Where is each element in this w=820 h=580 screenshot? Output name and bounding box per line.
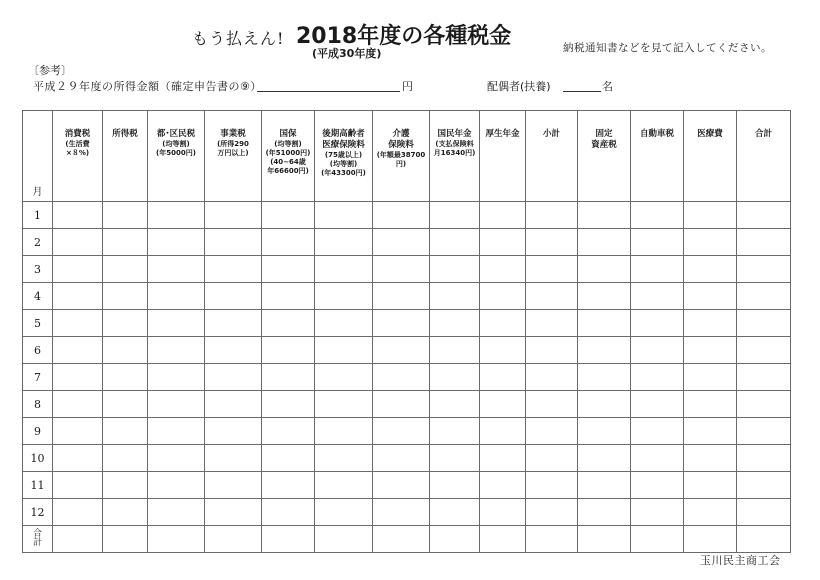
entry-cell[interactable] <box>631 526 684 553</box>
entry-cell[interactable] <box>737 337 791 364</box>
entry-cell[interactable] <box>205 337 262 364</box>
entry-cell[interactable] <box>205 472 262 499</box>
entry-cell[interactable] <box>684 364 737 391</box>
entry-cell[interactable] <box>578 310 631 337</box>
total-row <box>23 526 791 553</box>
entry-cell[interactable] <box>480 202 526 229</box>
entry-cell[interactable] <box>526 202 578 229</box>
entry-cell[interactable] <box>262 310 315 337</box>
entry-cell[interactable] <box>53 202 103 229</box>
month-label: 5 <box>23 310 53 337</box>
entry-cell[interactable] <box>262 391 315 418</box>
entry-cell[interactable] <box>430 283 480 310</box>
entry-cell[interactable] <box>578 418 631 445</box>
column-header <box>526 111 578 202</box>
entry-cell[interactable] <box>631 337 684 364</box>
column-header <box>103 111 148 202</box>
entry-cell[interactable] <box>684 310 737 337</box>
entry-cell[interactable] <box>103 391 148 418</box>
entry-cell[interactable] <box>631 499 684 526</box>
entry-cell[interactable] <box>737 229 791 256</box>
entry-cell[interactable] <box>631 364 684 391</box>
entry-cell[interactable] <box>262 499 315 526</box>
entry-cell[interactable] <box>631 229 684 256</box>
entry-cell[interactable] <box>684 391 737 418</box>
entry-cell[interactable] <box>631 310 684 337</box>
entry-cell[interactable] <box>103 202 148 229</box>
page-title: 2018年度の各種税金 <box>296 24 512 49</box>
entry-cell[interactable] <box>103 472 148 499</box>
entry-cell[interactable] <box>684 202 737 229</box>
entry-cell[interactable] <box>684 283 737 310</box>
entry-cell[interactable] <box>480 472 526 499</box>
entry-cell[interactable] <box>262 283 315 310</box>
entry-cell[interactable] <box>430 364 480 391</box>
entry-cell[interactable] <box>103 283 148 310</box>
column-header <box>578 111 631 202</box>
column-header <box>53 111 103 202</box>
column-header <box>205 111 262 202</box>
entry-cell[interactable] <box>684 499 737 526</box>
handwritten-note: もう払えん! <box>192 29 285 48</box>
spouse-label: 配偶者(扶養) <box>487 80 551 93</box>
entry-cell[interactable] <box>373 391 430 418</box>
entry-cell[interactable] <box>53 364 103 391</box>
entry-cell[interactable] <box>631 256 684 283</box>
entry-cell[interactable] <box>526 391 578 418</box>
entry-cell[interactable] <box>315 472 373 499</box>
entry-cell[interactable] <box>103 445 148 472</box>
column-header-note: (所得290 万円以上) <box>217 140 249 158</box>
entry-cell[interactable] <box>148 472 205 499</box>
month-label: 7 <box>23 364 53 391</box>
entry-cell[interactable] <box>526 364 578 391</box>
entry-cell[interactable] <box>430 472 480 499</box>
entry-cell[interactable] <box>315 229 373 256</box>
table-row <box>23 256 791 283</box>
column-header-label: 都･区民税 <box>156 129 196 139</box>
entry-cell[interactable] <box>526 256 578 283</box>
column-header-label: 合計 <box>754 129 772 139</box>
entry-cell[interactable] <box>148 526 205 553</box>
entry-cell[interactable] <box>737 364 791 391</box>
entry-cell[interactable] <box>480 283 526 310</box>
entry-cell[interactable] <box>373 310 430 337</box>
entry-cell[interactable] <box>103 256 148 283</box>
column-header-note: (年額最38700円) <box>376 151 426 169</box>
column-header <box>631 111 684 202</box>
entry-cell[interactable] <box>315 499 373 526</box>
entry-cell[interactable] <box>262 526 315 553</box>
entry-cell[interactable] <box>148 364 205 391</box>
column-header <box>480 111 526 202</box>
entry-cell[interactable] <box>430 337 480 364</box>
entry-cell[interactable] <box>205 391 262 418</box>
column-header <box>148 111 205 202</box>
entry-cell[interactable] <box>373 364 430 391</box>
entry-cell[interactable] <box>205 283 262 310</box>
entry-cell[interactable] <box>430 310 480 337</box>
entry-cell[interactable] <box>53 499 103 526</box>
entry-cell[interactable] <box>578 337 631 364</box>
month-label: 9 <box>23 418 53 445</box>
month-label: 10 <box>23 445 53 472</box>
entry-cell[interactable] <box>631 472 684 499</box>
spouse-input-line[interactable] <box>563 91 601 92</box>
entry-cell[interactable] <box>315 256 373 283</box>
column-header-note: (生活費 ×８%) <box>65 140 90 158</box>
entry-cell[interactable] <box>526 472 578 499</box>
entry-cell[interactable] <box>373 283 430 310</box>
table-row <box>23 337 791 364</box>
entry-cell[interactable] <box>737 499 791 526</box>
entry-cell[interactable] <box>53 310 103 337</box>
table-row <box>23 202 791 229</box>
column-header <box>262 111 315 202</box>
entry-cell[interactable] <box>315 283 373 310</box>
entry-cell[interactable] <box>578 202 631 229</box>
entry-cell[interactable] <box>262 337 315 364</box>
entry-cell[interactable] <box>53 391 103 418</box>
entry-cell[interactable] <box>315 364 373 391</box>
entry-cell[interactable] <box>103 310 148 337</box>
entry-cell[interactable] <box>737 472 791 499</box>
reference-label: 〔参考〕 <box>28 64 72 77</box>
entry-cell[interactable] <box>480 229 526 256</box>
month-label: 1 <box>23 202 53 229</box>
column-header-note: (支払保険料 月16340円) <box>433 140 476 158</box>
table-row <box>23 364 791 391</box>
entry-cell[interactable] <box>262 364 315 391</box>
entry-cell[interactable] <box>526 499 578 526</box>
entry-cell[interactable] <box>53 445 103 472</box>
entry-cell[interactable] <box>53 472 103 499</box>
entry-cell[interactable] <box>430 526 480 553</box>
column-header-label: 事業税 <box>220 129 246 139</box>
column-header <box>737 111 791 202</box>
entry-cell[interactable] <box>205 445 262 472</box>
table-row <box>23 445 791 472</box>
entry-cell[interactable] <box>103 337 148 364</box>
column-header-note: (均等割) (年51000円) (40~64歳 年66600円) <box>265 140 311 176</box>
entry-cell[interactable] <box>205 364 262 391</box>
yen-unit: 円 <box>402 80 413 93</box>
entry-cell[interactable] <box>631 445 684 472</box>
entry-cell[interactable] <box>103 499 148 526</box>
entry-cell[interactable] <box>373 418 430 445</box>
organization-name: 玉川民主商工会 <box>700 554 781 567</box>
entry-cell[interactable] <box>205 256 262 283</box>
entry-cell[interactable] <box>262 202 315 229</box>
entry-cell[interactable] <box>315 337 373 364</box>
entry-cell[interactable] <box>480 337 526 364</box>
table-row <box>23 229 791 256</box>
column-header-label: 所得税 <box>112 129 138 139</box>
entry-cell[interactable] <box>373 472 430 499</box>
column-header <box>373 111 430 202</box>
entry-cell[interactable] <box>480 499 526 526</box>
entry-cell[interactable] <box>262 256 315 283</box>
entry-cell[interactable] <box>315 310 373 337</box>
entry-cell[interactable] <box>578 256 631 283</box>
entry-cell[interactable] <box>373 499 430 526</box>
table-row <box>23 283 791 310</box>
entry-cell[interactable] <box>430 418 480 445</box>
entry-cell[interactable] <box>526 283 578 310</box>
entry-cell[interactable] <box>103 526 148 553</box>
entry-cell[interactable] <box>684 256 737 283</box>
table-row <box>23 418 791 445</box>
table-header-row <box>23 111 791 202</box>
entry-cell[interactable] <box>205 526 262 553</box>
column-header-note: (均等割) (年5000円) <box>156 140 196 158</box>
entry-cell[interactable] <box>148 391 205 418</box>
entry-cell[interactable] <box>480 310 526 337</box>
entry-cell[interactable] <box>103 364 148 391</box>
month-label: 8 <box>23 391 53 418</box>
entry-cell[interactable] <box>684 526 737 553</box>
entry-cell[interactable] <box>526 337 578 364</box>
column-header-label: 消費税 <box>64 129 91 139</box>
spouse-unit: 名 <box>602 80 613 93</box>
entry-cell[interactable] <box>373 445 430 472</box>
entry-cell[interactable] <box>148 310 205 337</box>
column-header-label: 国保 <box>279 129 297 139</box>
month-label: 12 <box>23 499 53 526</box>
entry-cell[interactable] <box>103 229 148 256</box>
entry-cell[interactable] <box>430 256 480 283</box>
page-subtitle: (平成30年度) <box>312 47 382 60</box>
entry-cell[interactable] <box>373 526 430 553</box>
column-header-note: (75歳以上) (均等割) (年43300円) <box>321 151 366 178</box>
table-body <box>23 202 791 553</box>
entry-cell[interactable] <box>373 229 430 256</box>
entry-cell[interactable] <box>148 283 205 310</box>
entry-cell[interactable] <box>373 256 430 283</box>
entry-cell[interactable] <box>480 445 526 472</box>
entry-cell[interactable] <box>430 445 480 472</box>
entry-cell[interactable] <box>526 445 578 472</box>
entry-cell[interactable] <box>373 337 430 364</box>
month-label: 11 <box>23 472 53 499</box>
entry-cell[interactable] <box>480 391 526 418</box>
entry-cell[interactable] <box>430 391 480 418</box>
column-header <box>430 111 480 202</box>
entry-cell[interactable] <box>737 310 791 337</box>
month-label: 2 <box>23 229 53 256</box>
month-label: 4 <box>23 283 53 310</box>
entry-cell[interactable] <box>684 418 737 445</box>
entry-cell[interactable] <box>737 526 791 553</box>
entry-cell[interactable] <box>684 337 737 364</box>
income-input-line[interactable] <box>257 91 400 92</box>
entry-cell[interactable] <box>684 229 737 256</box>
entry-cell[interactable] <box>526 418 578 445</box>
tax-table <box>22 110 791 553</box>
entry-cell[interactable] <box>631 391 684 418</box>
entry-cell[interactable] <box>262 418 315 445</box>
entry-cell[interactable] <box>631 202 684 229</box>
entry-cell[interactable] <box>315 202 373 229</box>
entry-cell[interactable] <box>148 418 205 445</box>
entry-cell[interactable] <box>578 364 631 391</box>
entry-cell[interactable] <box>262 472 315 499</box>
entry-cell[interactable] <box>430 229 480 256</box>
entry-cell[interactable] <box>205 499 262 526</box>
table-row <box>23 310 791 337</box>
entry-cell[interactable] <box>578 526 631 553</box>
column-header <box>315 111 373 202</box>
column-header-label: 自動車税 <box>639 129 674 139</box>
entry-cell[interactable] <box>578 499 631 526</box>
entry-cell[interactable] <box>737 202 791 229</box>
entry-cell[interactable] <box>315 391 373 418</box>
entry-cell[interactable] <box>737 445 791 472</box>
entry-cell[interactable] <box>205 418 262 445</box>
column-header-label: 国民年金 <box>437 129 472 139</box>
month-label: 6 <box>23 337 53 364</box>
entry-cell[interactable] <box>205 229 262 256</box>
entry-cell[interactable] <box>480 256 526 283</box>
table-row <box>23 391 791 418</box>
entry-cell[interactable] <box>631 418 684 445</box>
entry-cell[interactable] <box>526 229 578 256</box>
entry-cell[interactable] <box>262 229 315 256</box>
entry-cell[interactable] <box>578 472 631 499</box>
entry-cell[interactable] <box>684 472 737 499</box>
instruction-text: 納税通知書などを見て記入してください。 <box>563 42 772 54</box>
entry-cell[interactable] <box>684 445 737 472</box>
table-row <box>23 472 791 499</box>
entry-cell[interactable] <box>430 202 480 229</box>
entry-cell[interactable] <box>480 418 526 445</box>
entry-cell[interactable] <box>148 256 205 283</box>
column-header-label: 厚生年金 <box>485 129 520 139</box>
column-header-label: 固定 資産税 <box>591 129 617 151</box>
column-header-label: 介護 保険料 <box>388 129 414 151</box>
entry-cell[interactable] <box>526 526 578 553</box>
entry-cell[interactable] <box>148 445 205 472</box>
entry-cell[interactable] <box>526 310 578 337</box>
entry-cell[interactable] <box>53 526 103 553</box>
entry-cell[interactable] <box>53 337 103 364</box>
column-header-label: 後期高齢者 医療保険料 <box>322 129 365 151</box>
entry-cell[interactable] <box>315 526 373 553</box>
entry-cell[interactable] <box>737 256 791 283</box>
entry-cell[interactable] <box>315 418 373 445</box>
entry-cell[interactable] <box>262 445 315 472</box>
entry-cell[interactable] <box>480 526 526 553</box>
entry-cell[interactable] <box>103 418 148 445</box>
entry-cell[interactable] <box>148 499 205 526</box>
entry-cell[interactable] <box>53 256 103 283</box>
entry-cell[interactable] <box>53 418 103 445</box>
table-row <box>23 499 791 526</box>
entry-cell[interactable] <box>480 364 526 391</box>
month-column-header: 月 <box>23 111 53 202</box>
entry-cell[interactable] <box>148 229 205 256</box>
entry-cell[interactable] <box>578 391 631 418</box>
month-label: 3 <box>23 256 53 283</box>
column-header <box>684 111 737 202</box>
column-header-label: 小計 <box>542 129 560 139</box>
entry-cell[interactable] <box>737 283 791 310</box>
entry-cell[interactable] <box>205 310 262 337</box>
entry-cell[interactable] <box>430 499 480 526</box>
entry-cell[interactable] <box>53 283 103 310</box>
income-label: 平成２９年度の所得金額（確定申告書の⑨） <box>33 80 262 93</box>
entry-cell[interactable] <box>578 445 631 472</box>
entry-cell[interactable] <box>148 202 205 229</box>
entry-cell[interactable] <box>53 229 103 256</box>
entry-cell[interactable] <box>578 229 631 256</box>
entry-cell[interactable] <box>315 445 373 472</box>
entry-cell[interactable] <box>737 391 791 418</box>
total-label: 合 計 <box>23 526 53 553</box>
column-header-label: 医療費 <box>697 129 723 139</box>
entry-cell[interactable] <box>373 202 430 229</box>
entry-cell[interactable] <box>737 418 791 445</box>
entry-cell[interactable] <box>148 337 205 364</box>
entry-cell[interactable] <box>631 283 684 310</box>
entry-cell[interactable] <box>205 202 262 229</box>
entry-cell[interactable] <box>578 283 631 310</box>
